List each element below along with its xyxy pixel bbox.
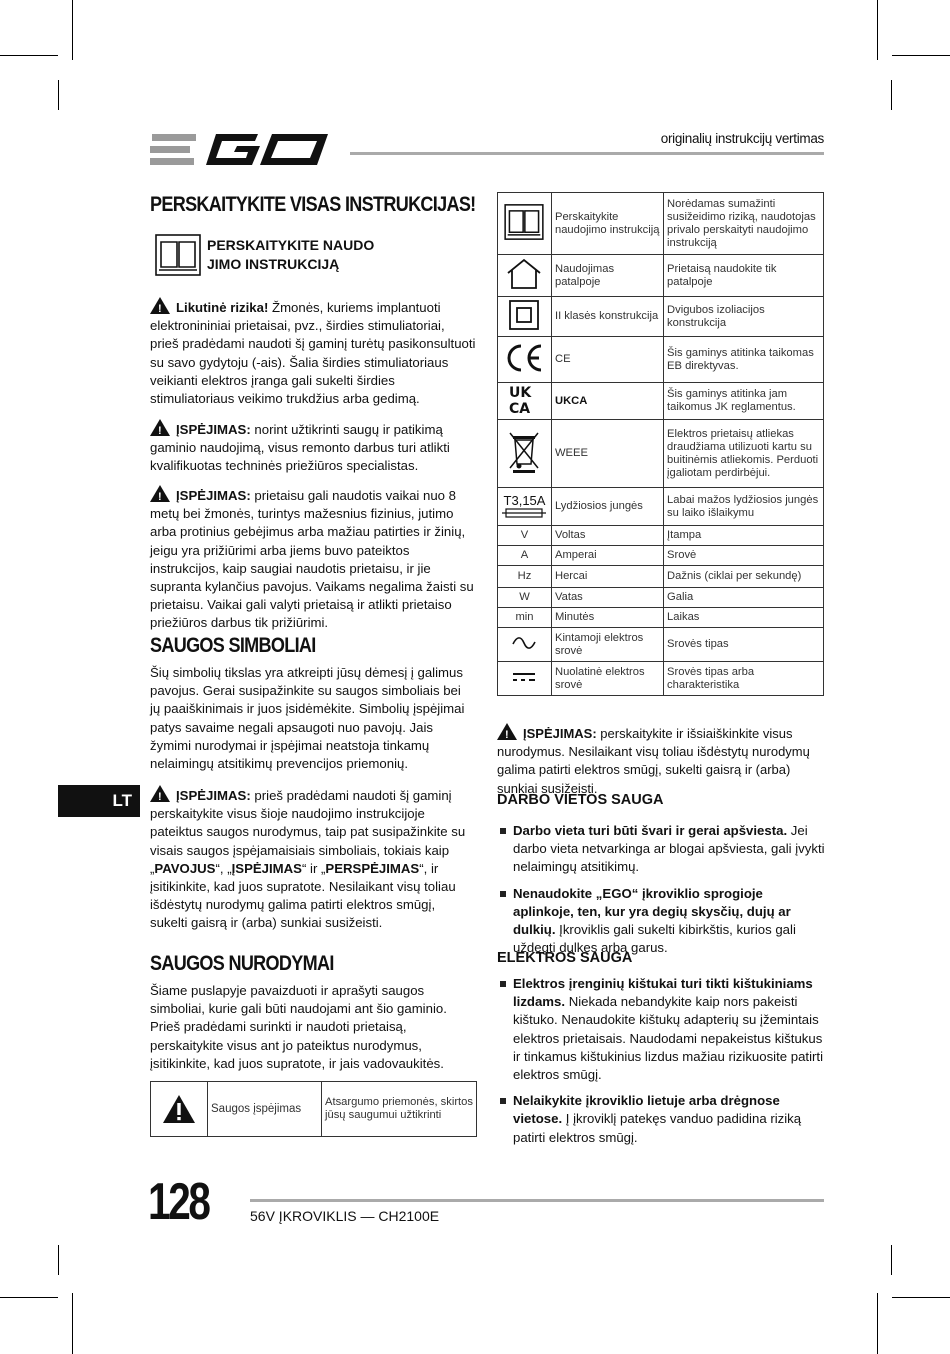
symbol-cell: min bbox=[498, 608, 552, 628]
warning-icon bbox=[497, 723, 517, 740]
list-item: Nelaikykite įkroviklio lietuje arba drėgnose vietose. Į įkroviklį patekęs vanduo padidina riziką patirti elektros smūgį. bbox=[497, 1092, 827, 1147]
table-row bbox=[498, 193, 824, 255]
symbol-desc: Šis gaminys atitinka taikomas EB direktyvas. bbox=[664, 337, 824, 383]
table-row bbox=[498, 608, 824, 628]
table-row bbox=[498, 628, 824, 662]
symbol-name: CE bbox=[551, 337, 663, 383]
symbols-paragraph: Šių simbolių tikslas yra atkreipti jūsų dėmesį į galimus pavojus. Gerai susipažinkite su saugos simboliais bei jų paaiškinimais ir juos įsidėmėkite. Simbolių įspėjimai patys savaime negali apsaugoti nuo pavojų. Jais žymimi nurodymai ir įspėjimai neatstoja tinkamų nelaimingų atsitikimų prevencijos priemonių. bbox=[150, 665, 465, 772]
symbol-name: Kintamoji elektros srovė bbox=[551, 628, 663, 662]
warning-icon bbox=[150, 785, 170, 802]
weee-bin-icon bbox=[507, 430, 541, 474]
symbol-cell bbox=[498, 488, 552, 526]
table-row bbox=[498, 297, 824, 337]
table-row bbox=[498, 662, 824, 696]
table-row bbox=[498, 526, 824, 546]
read-manual-line1: PERSKAITYKITE NAUDO bbox=[207, 237, 375, 253]
warning-children-paragraph: !ĮSPĖJIMAS: prietaisu gali naudotis vaikai nuo 8 metų bei žmonės, turintys mažesnius fizinius, jutimo arba protinius gebėjimus arba mažiau patirties ir žinių, jeigu yra prižiūrimi arba jiems buvo pateiktos instrukcijos, kaip saugiai naudotis prietaisu, ir jie supranta kylančius pavojus. Vaikams negalima žaisti su prietaisu. Vaikai gali valyti prietaisą ir atlikti prietaiso priežiūros darbus tik prižiūrimi. bbox=[150, 485, 480, 633]
alert-name: Saugos įspėjimas bbox=[208, 1082, 322, 1136]
symbol-name: Nuolatinė elektros srovė bbox=[551, 662, 663, 696]
list-item: Nenaudokite „EGO“ įkroviklio sprogioje aplinkoje, ten, kur yra degių skysčių, dujų ar dulkių. Įkroviklis gali sukelti kibirkštis, kurios gali uždegti dulkes arba garus. bbox=[497, 885, 827, 958]
symbol-desc: Dažnis (ciklai per sekundę) bbox=[664, 566, 824, 588]
warning-icon bbox=[150, 419, 170, 436]
symbol-name: II klasės konstrukcija bbox=[551, 297, 663, 337]
list-item: Elektros įrenginių kištukai turi tikti kištukiniams lizdams. Niekada nebandykite kaip nors pakeisti kištuko. Nenaudokite kištukų adapterių su įžemintais elektros prietaisais. Naudodami nepakeistus kištukus ir tinkamus kištukinius lizdus mažiau rizikuosite patirti elektros smūgį. bbox=[497, 975, 827, 1084]
book-icon bbox=[504, 204, 544, 240]
symbol-name: Amperai bbox=[551, 546, 663, 566]
svg-text:UK: UK bbox=[509, 385, 532, 401]
symbol-name: Lydžiosios jungės bbox=[551, 488, 663, 526]
read-manual-line2: JIMO INSTRUKCIJĄ bbox=[207, 256, 340, 272]
table-row bbox=[498, 420, 824, 488]
header-rule bbox=[350, 152, 824, 155]
fuse-icon: T3,15A bbox=[498, 494, 551, 520]
symbol-cell: V bbox=[498, 526, 552, 546]
symbol-desc: Elektros prietaisų atliekas draudžiama utilizuoti kartu su buitinėmis atliekomis. Perduoti įgaliotam perdirbėjui. bbox=[664, 420, 824, 488]
table-row bbox=[498, 566, 824, 588]
symbol-desc: Laikas bbox=[664, 608, 824, 628]
table-row bbox=[498, 383, 824, 420]
symbol-desc: Galia bbox=[664, 588, 824, 608]
symbol-desc: Prietaisą naudokite tik patalpoje bbox=[664, 255, 824, 297]
symbols-table bbox=[497, 192, 824, 696]
page-subtitle: originalių instrukcijų vertimas bbox=[660, 131, 824, 146]
electrical-title: ELEKTROS SAUGA bbox=[497, 950, 633, 966]
symbol-cell: W bbox=[498, 588, 552, 608]
warning-icon bbox=[150, 297, 170, 314]
symbol-desc: Labai mažos lydžiosios jungės su laiko išlaikymu bbox=[664, 488, 824, 526]
warning-icon bbox=[150, 485, 170, 502]
ac-wave-icon bbox=[511, 636, 537, 650]
symbols-title: SAUGOS SIMBOLIAI bbox=[150, 634, 316, 657]
house-icon bbox=[505, 258, 543, 290]
dc-icon bbox=[511, 671, 537, 683]
instructions-title: SAUGOS NURODYMAI bbox=[150, 952, 334, 975]
work-area-title: DARBO VIETOS SAUGA bbox=[497, 792, 664, 808]
symbol-name: Hercai bbox=[551, 566, 663, 588]
language-tab: LT bbox=[58, 785, 140, 817]
ce-mark-icon bbox=[503, 342, 545, 374]
symbol-name: Perskaitykite naudojimo instrukciją bbox=[551, 193, 663, 255]
warning-service-paragraph: !ĮSPĖJIMAS: norint užtikrinti saugų ir patikimą gaminio naudojimą, visus remonto darbus turi atlikti kvalifikuotas techninės priežiūros specialistas. bbox=[150, 419, 480, 476]
risk-paragraph: !Likutinė rizika! Žmonės, kuriems implantuoti elektronininiai prietaisai, pvz., širdies stimuliatoriai, prieš pradėdami naudoti šį gaminį turėtų pasikonsultuoti su savo gydytoju (-ais). Šalia širdies stimuliatoriaus veikianti elektros įranga gali sukelti širdies stimuliatoriaus veikimo trukdžius arba gedimą. bbox=[150, 297, 476, 408]
symbol-desc: Įtampa bbox=[664, 526, 824, 546]
symbol-desc: Dvigubos izoliacijos konstrukcija bbox=[664, 297, 824, 337]
warning-read-paragraph: !ĮSPĖJIMAS: perskaitykite ir išsiaiškinkite visus nurodymus. Nesilaikant visų toliau išdėstytų nurodymų galima patirti elektros smūgį, sukelti gaisrą ir (arba) sunkiai susižeisti. bbox=[497, 723, 827, 798]
symbol-name: Naudojimas patalpoje bbox=[551, 255, 663, 297]
book-icon bbox=[155, 234, 201, 276]
table-row bbox=[498, 546, 824, 566]
page-number: 128 bbox=[148, 1173, 209, 1231]
instructions-paragraph: Šiame puslapyje pavaizduoti ir aprašyti saugos simboliai, kurie gali būti naudojami ant šio gaminio. Prieš pradėdami surinkti ir naudoti prietaisą, perskaitykite visus ant jo pateiktus nurodymus, įsitikinkite, kad juos supratote, ir jais vadovaukitės. bbox=[150, 983, 447, 1071]
double-square-icon bbox=[509, 300, 539, 330]
symbol-cell: A bbox=[498, 546, 552, 566]
symbol-cell bbox=[498, 628, 552, 662]
symbol-cell: Hz bbox=[498, 566, 552, 588]
symbol-desc: Šis gaminys atitinka jam taikomus JK reglamentus. bbox=[664, 383, 824, 420]
footer-rule bbox=[250, 1199, 824, 1202]
main-title: PERSKAITYKITE VISAS INSTRUKCIJAS! bbox=[150, 193, 476, 216]
symbol-cell bbox=[498, 255, 552, 297]
table-row bbox=[498, 588, 824, 608]
table-row bbox=[498, 255, 824, 297]
symbol-name: Minutės bbox=[551, 608, 663, 628]
product-name: 56V ĮKROVIKLIS — CH2100E bbox=[250, 1208, 440, 1224]
symbol-cell bbox=[498, 383, 552, 420]
symbol-desc: Srovės tipas bbox=[664, 628, 824, 662]
ukca-mark-icon bbox=[507, 383, 541, 415]
warning-read-all-paragraph: !ĮSPĖJIMAS: prieš pradėdami naudoti šį gaminį perskaitykite visus šioje naudojimo instrukcijoje pateiktus saugos nurodymus, taip pat susipažinkite su visais saugos įspėjamaisiais simboliais, tokiais kaip „PAVOJUS“, „ĮSPĖJIMAS“ ir „PERSPĖJIMAS“, ir įsitikinkite, kad juos supratote. Nesilaikant visų toliau išdėstytų nurodymų galima patirti elektros smūgį, sukelti gaisrą ir (arba) sunkiai susižeisti. bbox=[150, 785, 476, 933]
symbol-name: Vatas bbox=[551, 588, 663, 608]
symbol-desc: Srovė bbox=[664, 546, 824, 566]
warning-icon bbox=[151, 1082, 208, 1136]
symbol-cell bbox=[498, 420, 552, 488]
symbol-name: Voltas bbox=[551, 526, 663, 546]
symbol-desc: Srovės tipas arba charakteristika bbox=[664, 662, 824, 696]
table-row bbox=[498, 488, 824, 526]
ego-logo bbox=[150, 128, 332, 172]
symbol-cell bbox=[498, 662, 552, 696]
symbol-name: UKCA bbox=[551, 383, 663, 420]
symbol-name: WEEE bbox=[551, 420, 663, 488]
alert-symbol-table bbox=[150, 1081, 477, 1137]
svg-text:CA: CA bbox=[509, 401, 531, 415]
alert-desc: Atsargumo priemonės, skirtos jūsų saugumui užtikrinti bbox=[325, 1096, 473, 1121]
table-row bbox=[498, 337, 824, 383]
symbol-desc: Norėdamas sumažinti susižeidimo riziką, naudotojas privalo perskaityti naudojimo instrukciją bbox=[664, 193, 824, 255]
symbol-cell bbox=[498, 297, 552, 337]
symbol-cell bbox=[498, 337, 552, 383]
list-item: Darbo vieta turi būti švari ir gerai apšviesta. Jei darbo vieta netvarkinga ar blogai apšviesta, gali įvykti nelaimingų atsitikimų. bbox=[497, 822, 827, 877]
symbol-cell bbox=[498, 193, 552, 255]
